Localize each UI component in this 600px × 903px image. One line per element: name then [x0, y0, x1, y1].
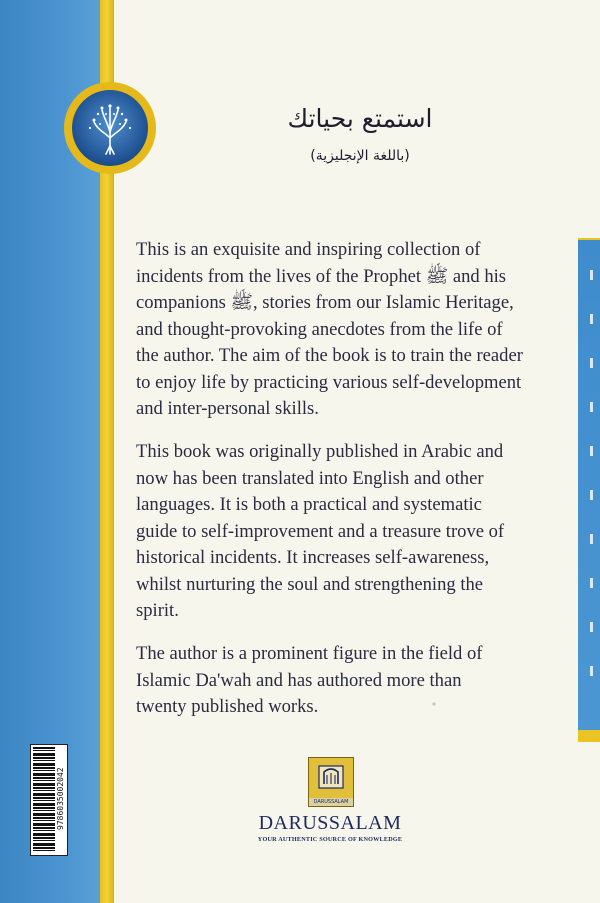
text-line: Islamic Da'wah and has authored more than — [136, 669, 462, 691]
text-line: historical incidents. It increases self-awareness, — [136, 547, 490, 568]
arabic-subtitle: (باللغة الإنجليزية) — [310, 148, 410, 164]
darussalam-book-logo-icon — [308, 757, 354, 807]
right-edge-gold-bottom — [578, 730, 600, 742]
text-line: The author is a prominent figure in the field of — [136, 643, 483, 664]
text-line: spirit. — [136, 600, 179, 621]
print-smudge — [428, 698, 440, 710]
emblem-inner — [72, 90, 148, 166]
text-line: This is an exquisite and inspiring collection of — [136, 239, 481, 260]
blurb-paragraph-2 — [136, 439, 538, 625]
text-line: incidents from the lives of the Prophet ﷺ and his — [136, 265, 507, 287]
text-line: companions ﷺ, stories from our Islamic Heritage, — [136, 292, 514, 313]
arabic-title: استمتع بحياتك — [287, 104, 433, 133]
text-line: to enjoy life by practicing various self-development — [136, 371, 522, 393]
logo-label: DARUSSALAM — [309, 798, 353, 806]
barcode-number: 9786035002042 — [56, 767, 65, 831]
isbn-barcode — [30, 744, 68, 856]
text-line: guide to self-improvement and a treasure trove of — [136, 520, 505, 542]
right-edge-marks — [590, 270, 593, 710]
text-line: twenty published works. — [136, 696, 319, 717]
text-line: now has been translated into English and other — [136, 467, 484, 489]
blurb-paragraph-3 — [136, 641, 538, 721]
logo-book-graphic — [316, 762, 346, 792]
text-line: whilst nurturing the soul and strengthening the — [136, 573, 484, 595]
blurb-paragraph-1 — [136, 237, 538, 423]
publisher-name: DARUSSALAM — [258, 812, 402, 834]
tree-icon-graphic — [80, 98, 140, 158]
text-line: languages. It is both a practical and systematic — [136, 494, 482, 515]
publisher-tagline: YOUR AUTHENTIC SOURCE OF KNOWLEDGE — [257, 836, 403, 843]
text-line: This book was originally published in Arabic and — [136, 441, 504, 462]
barcode-bars — [33, 747, 55, 851]
text-line: and thought-provoking anecdotes from the life of — [136, 318, 503, 340]
tree-of-light-icon — [64, 82, 156, 174]
text-line: and inter-personal skills. — [136, 398, 319, 419]
right-edge-strip — [578, 240, 600, 740]
text-line: the author. The aim of the book is to train the reader — [136, 345, 523, 366]
